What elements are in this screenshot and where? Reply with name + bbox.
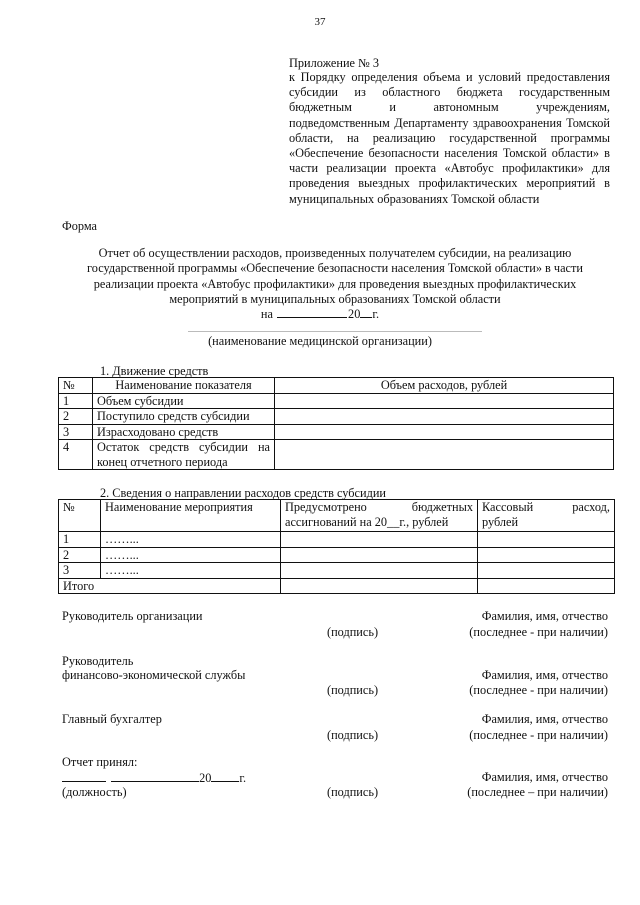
table-row bbox=[59, 424, 614, 440]
budget-cell[interactable] bbox=[281, 563, 478, 579]
row-name: ……... bbox=[101, 563, 281, 579]
year-blank[interactable] bbox=[211, 770, 239, 782]
row-name: ……... bbox=[101, 547, 281, 563]
head-label: Руководитель организации bbox=[62, 609, 203, 623]
table-row bbox=[59, 547, 615, 563]
row-num: 3 bbox=[59, 563, 101, 579]
report-date-line bbox=[0, 306, 640, 322]
table-row bbox=[59, 409, 614, 425]
head-fio: Фамилия, имя, отчество bbox=[481, 609, 608, 623]
col-indicator-header: Наименование показателя bbox=[93, 378, 275, 394]
table-row bbox=[59, 440, 614, 470]
accepted-label: Отчет принял: bbox=[62, 755, 138, 769]
section1-title: 1. Движение средств bbox=[100, 364, 209, 378]
accountant-label: Главный бухгалтер bbox=[62, 712, 162, 726]
budget-cell[interactable] bbox=[281, 547, 478, 563]
row-num: 1 bbox=[59, 532, 101, 548]
appendix-text: к Порядку определения объема и условий предоставления субсидии из областного бюджета государственным бюджетным и автономным учреждениям, подведомственным Департаменту здравоохранения Томской области, на реализацию государственной программы «Обеспечение безопасности населения Томской области» в части реализации проекта «Автобус профилактики» для проведения выездных профилактических мероприятий в муниципальных образованиях Томской области bbox=[289, 70, 610, 206]
accepted-fio: Фамилия, имя, отчество bbox=[481, 770, 608, 784]
report-date-suffix: г. bbox=[372, 307, 380, 321]
fin-head-fio: Фамилия, имя, отчество bbox=[481, 668, 608, 682]
position-blank[interactable] bbox=[62, 770, 106, 782]
row-name: ……... bbox=[101, 532, 281, 548]
cash-total-cell[interactable] bbox=[478, 578, 615, 594]
expense-cell[interactable] bbox=[275, 424, 614, 440]
row-name: Поступило средств субсидии bbox=[93, 409, 275, 425]
expense-cell[interactable] bbox=[275, 393, 614, 409]
table-header-row bbox=[59, 500, 615, 532]
budget-total-cell[interactable] bbox=[281, 578, 478, 594]
expense-directions-table bbox=[58, 499, 615, 594]
accepted-year: 20 bbox=[199, 771, 212, 785]
col-budget-header: Предусмотрено бюджетных ассигнований на 20__г., рублей bbox=[281, 500, 478, 532]
accepted-fio-note: (последнее – при наличии) bbox=[467, 785, 608, 799]
col-expense-header: Объем расходов, рублей bbox=[275, 378, 614, 394]
table-row bbox=[59, 532, 615, 548]
cash-cell[interactable] bbox=[478, 547, 615, 563]
row-num: 3 bbox=[59, 424, 93, 440]
row-num: 1 bbox=[59, 393, 93, 409]
col-event-header: Наименование мероприятия bbox=[101, 500, 281, 532]
report-date-year: 20 bbox=[348, 307, 361, 321]
page-number: 37 bbox=[314, 16, 326, 28]
report-title: Отчет об осуществлении расходов, произведенных получателем субсидии, на реализацию государственной программы «Обеспечение безопасности населения Томской области» в части реализации проекта «Автобус профилактики» для проведения выездных профилактических мероприятий в муниципальных образованиях Томской области bbox=[87, 246, 583, 306]
appendix-title: Приложение № 3 bbox=[289, 56, 380, 70]
expense-cell[interactable] bbox=[275, 440, 614, 470]
row-name: Объем субсидии bbox=[93, 393, 275, 409]
table-row bbox=[59, 393, 614, 409]
table-header-row bbox=[59, 378, 614, 394]
row-num: 2 bbox=[59, 547, 101, 563]
expense-cell[interactable] bbox=[275, 409, 614, 425]
fin-head-podpis: (подпись) bbox=[327, 683, 379, 697]
report-date-prefix: на bbox=[260, 307, 273, 321]
fin-head-label-2: финансово-экономической службы bbox=[62, 668, 246, 682]
col-cash-header: Кассовый расход, рублей bbox=[478, 500, 615, 532]
fin-head-label-1: Руководитель bbox=[62, 654, 134, 668]
org-name-line[interactable] bbox=[188, 331, 482, 332]
funds-movement-table bbox=[58, 377, 614, 470]
date-blank[interactable] bbox=[111, 770, 199, 782]
head-fio-note: (последнее - при наличии) bbox=[469, 625, 608, 639]
total-label: Итого bbox=[59, 578, 281, 594]
row-name: Израсходовано средств bbox=[93, 424, 275, 440]
accepted-position: (должность) bbox=[62, 785, 127, 799]
date-blank[interactable] bbox=[277, 306, 347, 318]
fin-head-fio-note: (последнее - при наличии) bbox=[469, 683, 608, 697]
table-total-row bbox=[59, 578, 615, 594]
accepted-year-suffix: г. bbox=[239, 771, 247, 785]
col-num-header: № bbox=[59, 500, 101, 532]
row-num: 2 bbox=[59, 409, 93, 425]
cash-cell[interactable] bbox=[478, 532, 615, 548]
row-num: 4 bbox=[59, 440, 93, 470]
head-podpis: (подпись) bbox=[327, 625, 379, 639]
budget-cell[interactable] bbox=[281, 532, 478, 548]
accountant-podpis: (подпись) bbox=[327, 728, 379, 742]
row-name: Остаток средств субсидии на конец отчетного периода bbox=[93, 440, 275, 470]
accepted-podpis: (подпись) bbox=[327, 785, 379, 799]
col-num-header: № bbox=[59, 378, 93, 394]
accepted-date-line bbox=[62, 770, 246, 786]
cash-cell[interactable] bbox=[478, 563, 615, 579]
accountant-fio-note: (последнее - при наличии) bbox=[469, 728, 608, 742]
section2-title: 2. Сведения о направлении расходов средств субсидии bbox=[100, 486, 387, 500]
form-label: Форма bbox=[62, 219, 97, 233]
org-caption: (наименование медицинской организации) bbox=[208, 334, 432, 348]
table-row bbox=[59, 563, 615, 579]
year-blank[interactable] bbox=[360, 306, 372, 318]
accountant-fio: Фамилия, имя, отчество bbox=[481, 712, 608, 726]
